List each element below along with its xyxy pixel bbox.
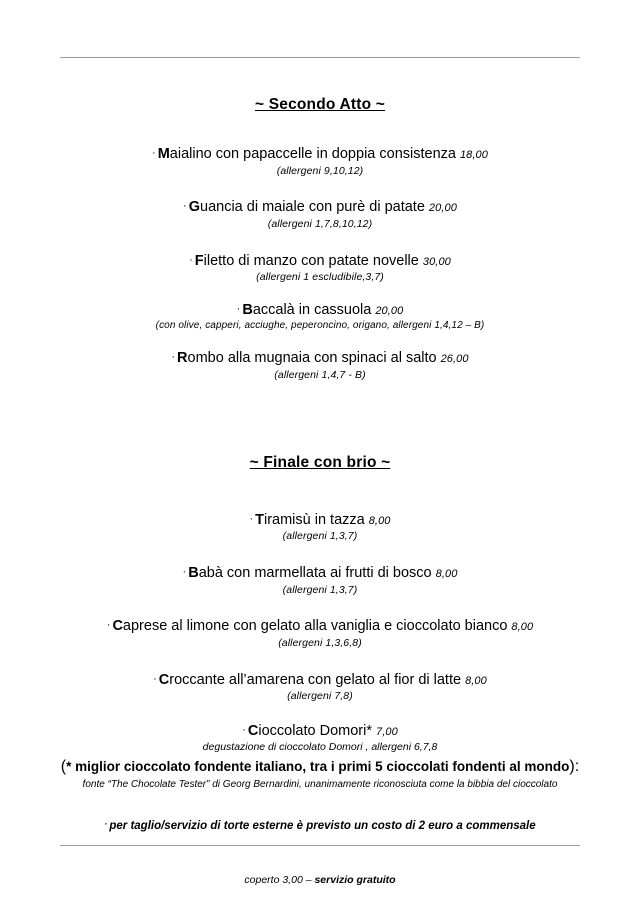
dish-item xyxy=(0,672,640,703)
dish-name: ombo alla mugnaia con spinaci al salto xyxy=(187,350,437,367)
cake-service-note-text: per taglio/servizio di torte esterne è previsto un costo di 2 euro a commensale xyxy=(109,820,536,833)
chocolate-item xyxy=(0,723,640,791)
dish-bullet-icon: · xyxy=(249,512,254,525)
dish-name-line xyxy=(0,618,640,635)
dish-item xyxy=(0,199,640,230)
dish-price: 20,00 xyxy=(375,304,404,317)
note-bullet-icon: · xyxy=(104,819,108,830)
dish-name-line xyxy=(0,350,640,367)
dish-initial: C xyxy=(112,618,123,635)
dish-name: iletto di manzo con patate novelle xyxy=(203,252,419,269)
dish-name-line xyxy=(0,302,640,319)
dish-name: abà con marmellata ai frutti di bosco xyxy=(198,565,432,581)
bottom-divider xyxy=(60,845,580,846)
dish-name-line xyxy=(0,512,640,529)
dish-item xyxy=(0,565,640,596)
footnote-open-paren: ( xyxy=(60,758,67,776)
dish-initial: B xyxy=(188,565,199,581)
dish-item xyxy=(0,618,640,649)
dish-bullet-icon: · xyxy=(152,147,156,159)
dish-allergens: (con olive, capperi, acciughe, peperoncino, origano, allergeni 1,4,12 – B) xyxy=(155,320,485,332)
dish-allergens: (allergeni 1,4,7 - B) xyxy=(274,369,366,382)
dish-price: 18,00 xyxy=(459,149,488,161)
dish-name: accalà in cassuola xyxy=(252,301,372,318)
dish-name-line xyxy=(0,199,640,216)
dish-bullet-icon: · xyxy=(171,351,176,364)
dish-price: 8,00 xyxy=(465,674,487,687)
dish-bullet-icon: · xyxy=(183,200,187,213)
dish-name: ioccolato Domori* xyxy=(258,722,372,739)
dish-initial: F xyxy=(194,252,204,269)
dish-allergens: (allergeni 7,8) xyxy=(287,690,353,703)
cake-service-note xyxy=(0,819,640,834)
dish-initial: M xyxy=(157,146,170,162)
dish-initial: T xyxy=(255,511,264,528)
dish-name-line xyxy=(0,253,640,270)
dish-item xyxy=(0,253,640,284)
dish-name-line xyxy=(0,146,640,163)
dish-item xyxy=(0,350,640,381)
footnote-close-paren: ): xyxy=(569,758,580,776)
dish-name: aprese al limone con gelato alla vaniglia e cioccolato bianco xyxy=(122,618,508,635)
dish-bullet-icon: · xyxy=(182,566,187,578)
chocolate-source: fonte “The Chocolate Tester” di Georg Bernardini, unanimamente riconosciuta come la bibbia del cioccolato xyxy=(82,779,558,791)
dish-price: 7,00 xyxy=(375,725,398,738)
dish-item xyxy=(0,302,640,333)
dish-bullet-icon: · xyxy=(153,672,157,685)
dish-allergens: (allergeni 1,7,8,10,12) xyxy=(267,217,373,230)
dish-price: 8,00 xyxy=(435,568,458,580)
dish-bullet-icon: · xyxy=(189,253,193,266)
section-title-finale-con-brio: ~ Finale con brio ~ xyxy=(249,453,391,471)
dish-name: aialino con papaccelle in doppia consistenza xyxy=(169,146,456,162)
dish-price: 26,00 xyxy=(440,353,469,366)
dish-initial: R xyxy=(177,350,188,367)
dish-initial: B xyxy=(242,301,253,318)
dish-name: iramisù in tazza xyxy=(263,511,365,528)
dish-allergens: (allergeni 1,3,7) xyxy=(282,583,358,596)
dish-bullet-icon: · xyxy=(236,302,241,315)
dish-price: 30,00 xyxy=(422,255,451,268)
dish-allergens: (allergeni 1,3,7) xyxy=(282,530,358,543)
coperto-line xyxy=(0,874,640,887)
dish-allergens: (allergeni 1,3,6,8) xyxy=(278,636,362,649)
chocolate-footnote xyxy=(0,757,640,776)
dish-allergens: (allergeni 9,10,12) xyxy=(276,164,364,177)
footnote-text: * miglior cioccolato fondente italiano, tra i primi 5 cioccolati fondenti al mondo xyxy=(66,759,570,775)
dish-initial: G xyxy=(188,199,200,216)
dish-bullet-icon: · xyxy=(106,619,111,632)
dish-allergens: (allergeni 1 escludibile,3,7) xyxy=(256,271,384,284)
dish-name: uancia di maiale con purè di patate xyxy=(200,199,425,216)
dish-item xyxy=(0,512,640,543)
coperto-amount: coperto 3,00 – xyxy=(244,874,315,887)
dish-name: roccante all’amarena con gelato al fior di latte xyxy=(169,671,462,688)
dish-initial: C xyxy=(247,722,259,739)
dish-initial: C xyxy=(158,671,170,688)
dish-name-line xyxy=(0,723,640,740)
dish-name-line xyxy=(0,565,640,582)
dish-price: 8,00 xyxy=(511,621,534,634)
dish-name-line xyxy=(0,672,640,689)
dish-price: 8,00 xyxy=(368,514,391,527)
dish-price: 20,00 xyxy=(428,202,457,215)
dish-item xyxy=(0,146,640,177)
coperto-service-label: servizio gratuito xyxy=(314,874,396,887)
chocolate-description: degustazione di cioccolato Domori , allergeni 6,7,8 xyxy=(202,741,438,754)
dish-bullet-icon: · xyxy=(242,723,246,736)
section-title-secondo-atto: ~ Secondo Atto ~ xyxy=(254,96,386,113)
